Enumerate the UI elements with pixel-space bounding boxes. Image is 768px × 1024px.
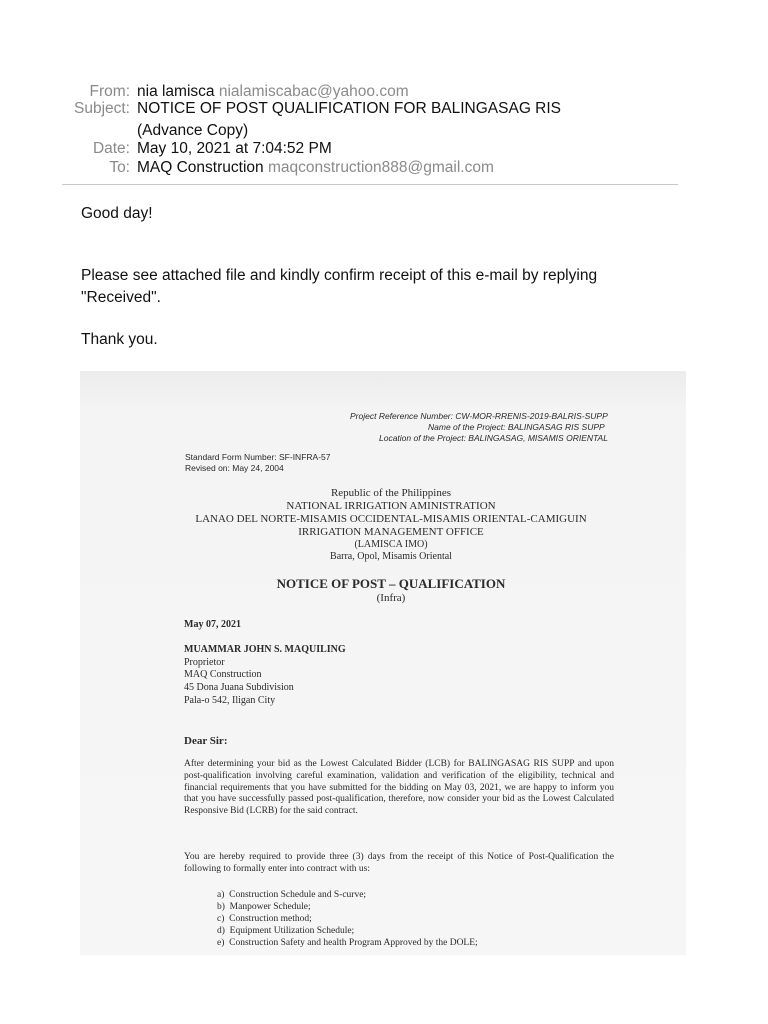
greeting: Good day! (81, 205, 153, 222)
list-item: c) Construction method; (217, 914, 312, 924)
subject-line-2: (Advance Copy) (137, 122, 249, 139)
org-republic: Republic of the Philippines (330, 487, 452, 499)
message-line-1: Please see attached file and kindly confirm receipt of this e-mail by replying (81, 267, 598, 284)
addressee-name: MUAMMAR JOHN S. MAQUILING (184, 644, 346, 655)
to-label: To: (109, 159, 130, 176)
notice-subtitle: (Infra) (376, 592, 406, 604)
sender-name: nia lamisca (137, 83, 215, 100)
project-location: Location of the Project: BALINGASAG, MISAMIS ORIENTAL (379, 433, 608, 443)
project-name: Name of the Project: BALINGASAG RIS SUPP (428, 422, 605, 432)
notice-title: NOTICE OF POST – QUALIFICATION (276, 576, 506, 591)
salutation: Dear Sir: (184, 735, 228, 747)
org-office: IRRIGATION MANAGEMENT OFFICE (298, 526, 484, 538)
org-address: Barra, Opol, Misamis Oriental (330, 551, 452, 562)
notice-date: May 07, 2021 (184, 619, 241, 630)
attached-document-scan[interactable] (80, 371, 686, 955)
form-revised: Revised on: May 24, 2004 (185, 463, 284, 473)
body-paragraph-1: After determining your bid as the Lowest Calculated Bidder (LCB) for BALINGASAG RIS SUPP and upon post-qualification involving careful examination, validation and verification of the eligibility, technical and financial requirements that you have submitted for the bidding on May 03, 2021, we are happy to inform you that you have successfully passed post-qualification, therefore, now consider your bid as the Lowest Calculated Responsive Bid (LCRB) for the said contract. (184, 759, 614, 817)
header-divider (62, 184, 678, 185)
sent-date: May 10, 2021 at 7:04:52 PM (137, 140, 332, 157)
org-agency: NATIONAL IRRIGATION AMINISTRATION (286, 500, 496, 512)
list-item: d) Equipment Utilization Schedule; (217, 926, 355, 936)
project-reference: Project Reference Number: CW-MOR-RRENIS-2019-BALRIS-SUPP (350, 411, 608, 421)
date-label: Date: (92, 140, 130, 157)
subject-label: Subject: (73, 100, 130, 117)
org-region: LANAO DEL NORTE-MISAMIS OCCIDENTAL-MISAMIS ORIENTAL-CAMIGUIN (195, 513, 587, 525)
list-item: e) Construction Safety and health Program Approved by the DOLE; (217, 938, 478, 948)
message-line-2: "Received". (81, 289, 161, 306)
list-item: a) Construction Schedule and S-curve; (217, 890, 367, 900)
org-abbrev: (LAMISCA IMO) (354, 539, 428, 550)
thanks: Thank you. (81, 331, 158, 348)
body-paragraph-2: You are hereby required to provide three (3) days from the receipt of this Notice of Post-Qualification the following to formally enter into contract with us: (184, 852, 614, 874)
from-label: From: (89, 83, 130, 100)
list-item: b) Manpower Schedule; (217, 902, 311, 912)
subject-line-1: NOTICE OF POST QUALIFICATION FOR BALINGASAG RIS (137, 100, 562, 117)
addressee-title: Proprietor (184, 657, 225, 668)
addressee-city: Pala-o 542, Iligan City (184, 695, 276, 706)
addressee-company: MAQ Construction (184, 669, 262, 680)
recipient-email[interactable]: maqconstruction888@gmail.com (267, 159, 494, 176)
form-number: Standard Form Number: SF-INFRA-57 (185, 452, 331, 462)
sender-email[interactable]: nialamiscabac@yahoo.com (218, 83, 409, 100)
addressee-street: 45 Dona Juana Subdivision (184, 682, 294, 693)
recipient-name: MAQ Construction (137, 159, 264, 176)
